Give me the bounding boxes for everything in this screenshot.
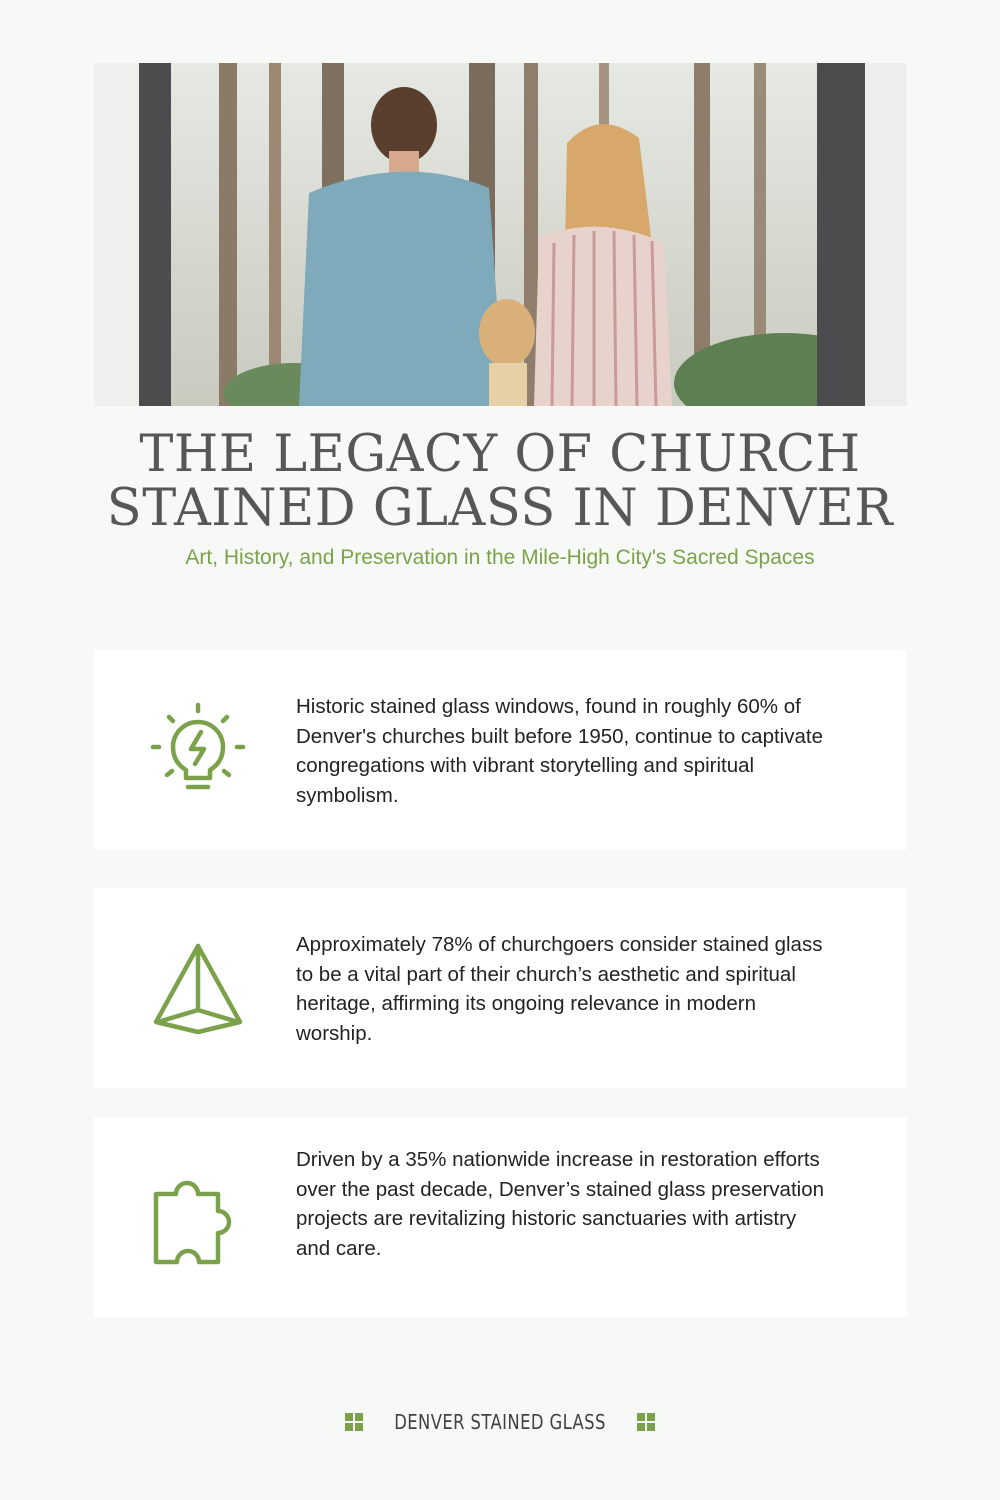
brand-logo (300, 1408, 700, 1436)
hero-photo (94, 63, 907, 406)
fact-text-1: Historic stained glass windows, found in roughly 60% of Denver's churches built before 1950, continue to captivate congregations with vibrant storytelling and spiritual symbolism. (296, 695, 823, 807)
fact-text-2: Approximately 78% of churchgoers consider stained glass to be a vital part of their church’s aesthetic and spiritual heritage, affirming its ongoing relevance in modern worship. (296, 933, 823, 1045)
fact-text-3: Driven by a 35% nationwide increase in restoration efforts over the past decade, Denver’s stained glass preservation projects are revitalizing historic sanctuaries with artistry and care. (296, 1148, 824, 1260)
page-title: THE LEGACY OF CHURCH STAINED GLASS IN DENVER (106, 425, 894, 538)
lightbulb-icon (148, 700, 248, 800)
fact-card-2 (94, 888, 907, 1088)
page-subtitle: Art, History, and Preservation in the Mile-High City's Sacred Spaces (185, 546, 815, 569)
grid-icon (637, 1413, 655, 1431)
fact-card-1 (94, 650, 907, 850)
pyramid-icon (148, 938, 248, 1038)
puzzle-piece-icon (148, 1167, 248, 1267)
grid-icon (345, 1413, 363, 1431)
brand-name: DENVER STAINED GLASS (394, 1410, 606, 1434)
fact-card-3 (94, 1117, 907, 1317)
